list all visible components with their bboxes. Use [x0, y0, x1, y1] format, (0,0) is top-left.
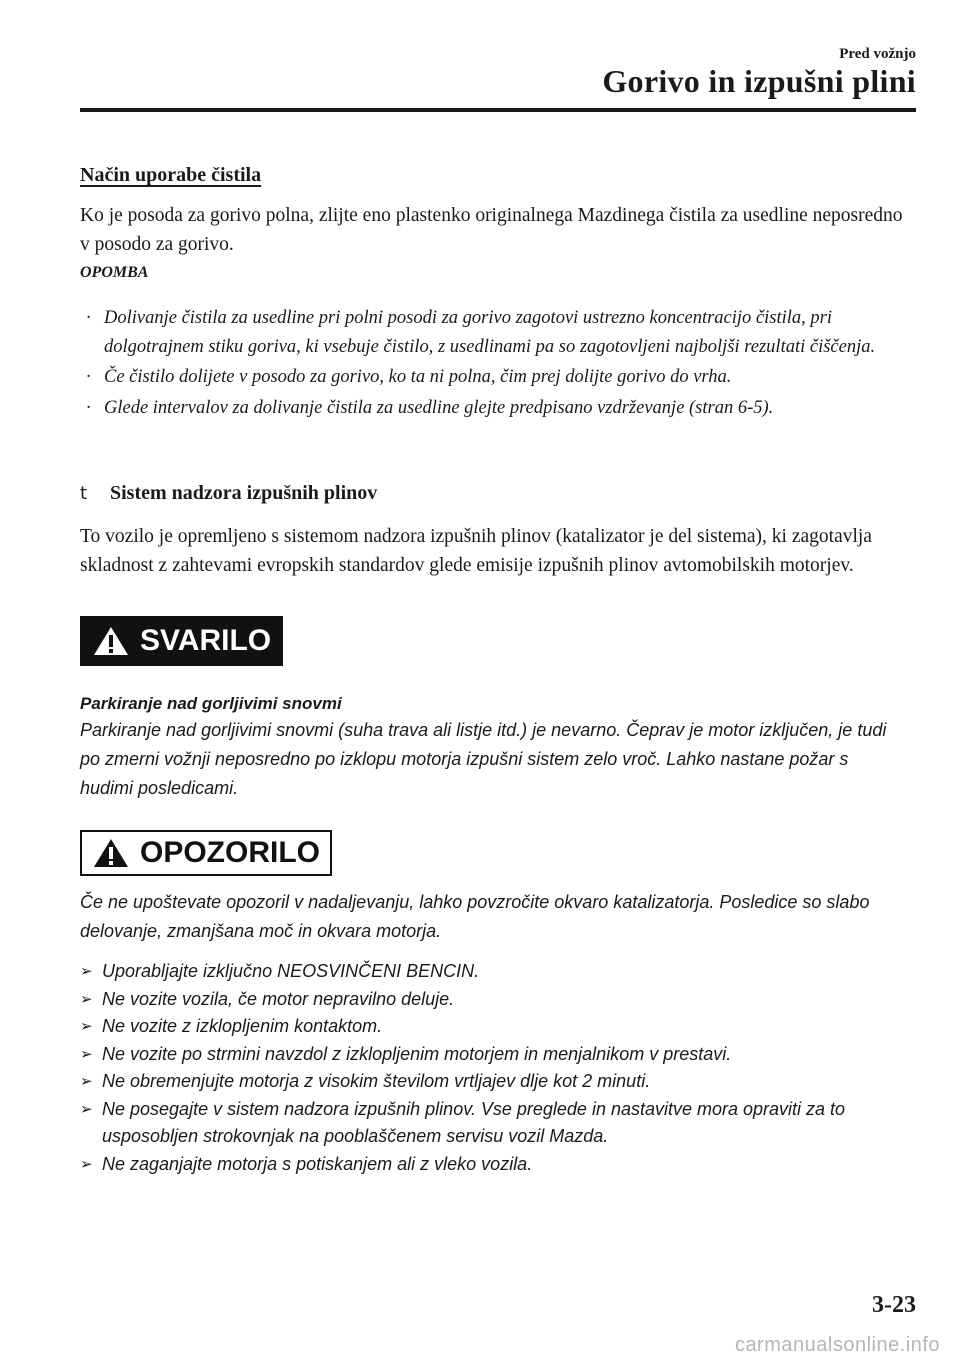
caution-item: ➢ Ne zaganjajte motorja s potiskanjem ali z vleko vozila. — [80, 1151, 910, 1179]
emission-paragraph: To vozilo je opremljeno s sistemom nadzora izpušnih plinov (katalizator je del sistema), ki zagotavlja skladnost z zahtevami evropskih standardov glede emisije izpušnih plinov avtomobilskih motorjev. — [80, 526, 872, 576]
arrow-bullet-icon: ➢ — [80, 989, 93, 1008]
caution-item: ➢ Ne posegajte v sistem nadzora izpušnih plinov. Vse preglede in nastavitve mora opraviti za to usposobljen strokovnjak na pooblaščenem servisu vozil Mazda. — [80, 1096, 910, 1151]
caution-item: ➢ Ne vozite po strmini navzdol z izklopljenim motorjem in menjalnikom v prestavi. — [80, 1041, 910, 1069]
note-item: · Dolivanje čistila za usedline pri polni posodi za gorivo zagotovi ustrezno koncentracijo čistila, pri dolgotrajnem stiku goriva, ki vsebuje čistilo, z usedlinami pa so zagotovljeni najboljši rezultati čiščenja. — [86, 304, 906, 361]
bullet-dot-icon: · — [86, 308, 91, 328]
note-item: · Če čistilo dolijete v posodo za gorivo, ko ta ni polna, čim prej dolijte gorivo do vrha. — [86, 363, 906, 392]
caution-item: ➢ Ne vozite vozila, če motor nepravilno deluje. — [80, 986, 910, 1014]
caution-badge: OPOZORILO — [80, 830, 332, 876]
warning-title: Parkiranje nad gorljivimi snovmi — [80, 694, 342, 713]
bullet-dot-icon: · — [86, 367, 91, 387]
caution-list — [80, 958, 910, 1178]
caution-item: ➢ Ne obremenjujte motorja z visokim številom vrtljajev dlje kot 2 minuti. — [80, 1068, 910, 1096]
note-label: OPOMBA — [80, 264, 149, 281]
cleaner-paragraph: Ko je posoda za gorivo polna, zlijte eno plastenko originalnega Mazdinega čistila za usedline neposredno v posodo za gorivo. — [80, 205, 903, 255]
page-title: Gorivo in izpušni plini — [602, 63, 916, 99]
note-item: · Glede intervalov za dolivanje čistila za usedline glejte predpisano vzdrževanje (stran 6-5). — [86, 394, 906, 423]
section-marker: t — [80, 483, 88, 504]
caution-item: ➢ Ne vozite z izklopljenim kontaktom. — [80, 1013, 910, 1041]
bullet-dot-icon: · — [86, 397, 91, 418]
caution-item: ➢ Uporabljajte izključno NEOSVINČENI BENCIN. — [80, 958, 910, 986]
warning-triangle-icon — [92, 837, 130, 869]
chapter-label: Pred vožnjo — [839, 46, 916, 62]
arrow-bullet-icon: ➢ — [80, 1017, 93, 1035]
warning-badge: SVARILO — [80, 616, 283, 666]
page-number: 3-23 — [872, 1292, 916, 1318]
arrow-bullet-icon: ➢ — [80, 1099, 93, 1118]
section-heading-cleaner: Način uporabe čistila — [80, 164, 262, 186]
arrow-bullet-icon: ➢ — [80, 1072, 93, 1090]
warning-triangle-icon — [92, 625, 130, 657]
arrow-bullet-icon: ➢ — [80, 962, 93, 980]
caution-body: Če ne upoštevate opozoril v nadaljevanju, lahko povzročite okvaro katalizatorja. Posledice so slabo delovanje, zmanjšana moč in okvara motorja. — [80, 892, 870, 941]
section-heading-emission: t Sistem nadzora izpušnih plinov — [80, 482, 378, 504]
warning-body: Parkiranje nad gorljivimi snovmi (suha trava ali listje itd.) je nevarno. Čeprav je motor izključen, je tudi po zmerni vožnji neposredno po izklopu motorja izpušni sistem zelo vroč. Lahko nastane požar s hudimi posledicami. — [80, 720, 887, 798]
arrow-bullet-icon: ➢ — [80, 1154, 93, 1173]
footer-watermark: carmanualsonline.info — [734, 1334, 940, 1356]
header-rule — [80, 108, 916, 112]
arrow-bullet-icon: ➢ — [80, 1044, 93, 1063]
note-list — [86, 304, 906, 424]
